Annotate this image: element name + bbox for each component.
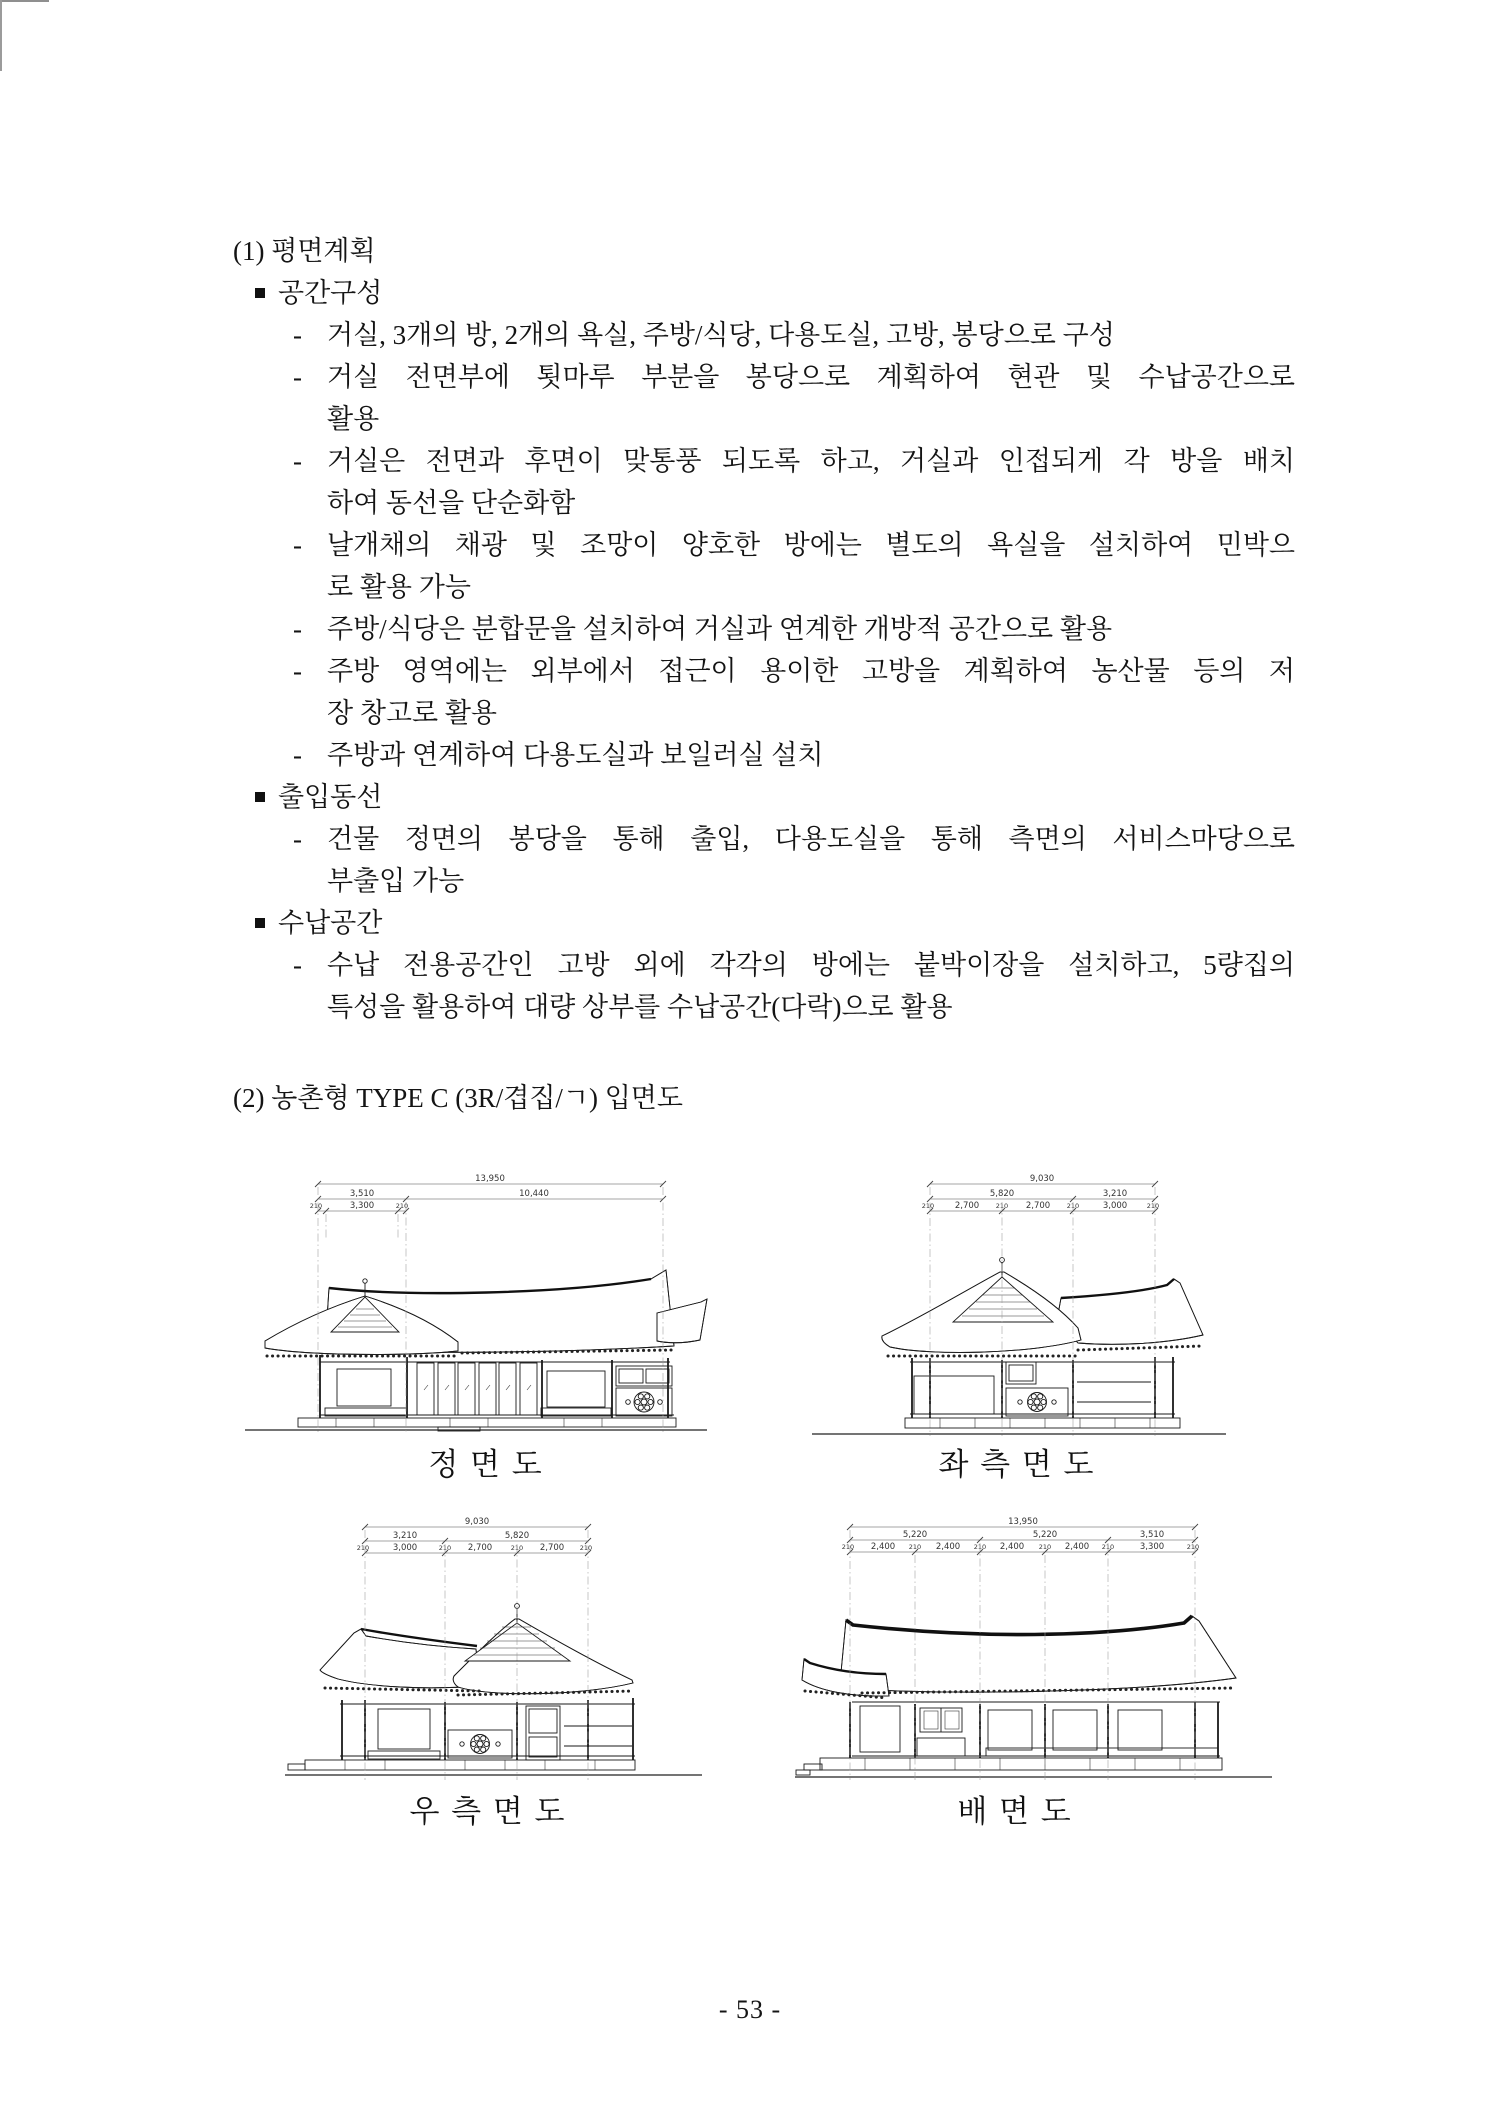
dim-label: 2,700 [539, 1543, 565, 1553]
group-title-text: 출입동선 [278, 782, 383, 812]
building [795, 1616, 1272, 1777]
list-item [233, 356, 1295, 398]
list-item [233, 734, 1295, 776]
list-item-continuation: 로 활용 가능 [327, 572, 471, 602]
drawing-caption: 배 면 도 [957, 1794, 1073, 1829]
list-item-text: 주방 영역에는 외부에서 접근이 용이한 고방을 계획하여 농산물 등의 저 [327, 656, 1295, 686]
right-side-elevation-drawing [230, 1490, 715, 1786]
list-item-text: 주방/식당은 분합문을 설치하여 거실과 연계한 개방적 공간으로 활용 [327, 614, 1113, 644]
dim-label: 210 [973, 1543, 987, 1551]
dim-label: 210 [841, 1543, 855, 1551]
dim-label: 210 [1101, 1543, 1115, 1551]
flower-ornament [626, 1392, 663, 1412]
dim-label: 13,950 [475, 1174, 505, 1184]
list-item [233, 440, 1295, 482]
drawing-caption: 정 면 도 [428, 1447, 544, 1482]
dimension-lines [922, 1174, 1159, 1214]
dash-marker: - [293, 530, 302, 560]
dim-label: 5,220 [1032, 1530, 1058, 1540]
page-number: - 53 - [718, 1995, 782, 2024]
flower-ornament [460, 1735, 500, 1754]
dim-label: 13,950 [1008, 1517, 1038, 1527]
dim-label: 2,400 [935, 1542, 961, 1552]
dim-label: 210 [395, 1202, 409, 1210]
dash-marker: - [293, 656, 302, 686]
list-item [233, 314, 1295, 356]
dim-label: 210 [309, 1202, 323, 1210]
list-item-text: 거실 전면부에 툇마루 부분을 봉당으로 계획하여 현관 및 수납공간으로 [327, 362, 1295, 392]
dim-label: 210 [921, 1202, 935, 1210]
dim-label: 210 [1038, 1543, 1052, 1551]
dim-label: 9,030 [464, 1517, 490, 1527]
dim-label: 9,030 [1029, 1174, 1055, 1184]
square-bullet-icon [255, 288, 265, 298]
dim-label: 3,000 [392, 1543, 418, 1553]
building [245, 1270, 707, 1431]
square-bullet-icon [255, 918, 265, 928]
list-item-text: 거실은 전면과 후면이 맞통풍 되도록 하고, 거실과 인접되게 각 방을 배치 [327, 446, 1295, 476]
dim-label: 5,220 [902, 1530, 928, 1540]
list-item [233, 524, 1295, 566]
list-item-continuation: 활용 [327, 404, 380, 434]
building [812, 1258, 1226, 1434]
group-title-text: 공간구성 [278, 278, 383, 308]
dim-label: 210 [1146, 1202, 1160, 1210]
dim-label: 3,000 [1102, 1201, 1128, 1211]
section-2-heading: (2) 농촌형 TYPE C (3R/겹집/ㄱ) 입면도 [233, 1083, 683, 1113]
dash-marker: - [293, 950, 302, 980]
dim-label: 210 [1186, 1543, 1200, 1551]
dim-label: 3,210 [392, 1531, 418, 1541]
group-title-space [233, 272, 1295, 314]
dim-label: 210 [438, 1544, 452, 1552]
left-side-elevation-drawing [810, 1150, 1295, 1442]
list-item [233, 944, 1295, 986]
figure-front-elevation [230, 1150, 715, 1485]
list-item-text: 건물 정면의 봉당을 통해 출입, 다용도실을 통해 측면의 서비스마당으로 [327, 824, 1295, 854]
group-title-circulation [233, 776, 1295, 818]
flower-ornament [1018, 1393, 1056, 1412]
building [285, 1604, 702, 1775]
group-title-storage [233, 902, 1295, 944]
dash-marker: - [293, 446, 302, 476]
list-item-text: 수납 전용공간인 고방 외에 각각의 방에는 붙박이장을 설치하고, 5량집의 [327, 950, 1295, 980]
front-elevation-drawing [230, 1150, 715, 1442]
dim-label: 210 [579, 1544, 593, 1552]
list-item-continuation: 부출입 가능 [327, 866, 465, 896]
group-title-text: 수납공간 [278, 908, 383, 938]
list-item [233, 650, 1295, 692]
list-item-continuation: 하여 동선을 단순화함 [327, 488, 576, 518]
section-1-heading: (1) 평면계획 [233, 236, 376, 266]
dash-marker: - [293, 824, 302, 854]
dim-label: 5,820 [504, 1531, 530, 1541]
dim-label: 210 [356, 1544, 370, 1552]
scan-artifact-left [0, 0, 2, 71]
list-item-continuation: 특성을 활용하여 대량 상부를 수납공간(다락)으로 활용 [327, 992, 953, 1022]
dash-marker: - [293, 362, 302, 392]
square-bullet-icon [255, 792, 265, 802]
dim-label: 3,510 [1139, 1530, 1165, 1540]
figure-rear-elevation [790, 1490, 1310, 1835]
dimension-lines [310, 1174, 666, 1214]
list-item-text: 거실, 3개의 방, 2개의 욕실, 주방/식당, 다용도실, 고방, 봉당으로 구성 [327, 320, 1115, 350]
dim-label: 210 [995, 1202, 1009, 1210]
dim-label: 2,400 [1064, 1542, 1090, 1552]
drawing-caption: 우 측 면 도 [409, 1794, 567, 1829]
dim-label: 2,400 [999, 1542, 1025, 1552]
dim-label: 10,440 [519, 1189, 549, 1199]
list-item [233, 608, 1295, 650]
door-panels [417, 1363, 537, 1415]
dash-marker: - [293, 614, 302, 644]
body-text [233, 230, 1295, 1028]
dim-label: 3,210 [1102, 1189, 1128, 1199]
dim-label: 3,510 [349, 1189, 375, 1199]
drawing-caption: 좌 측 면 도 [938, 1447, 1096, 1482]
dim-label: 2,700 [1025, 1201, 1051, 1211]
dim-label: 210 [1066, 1202, 1080, 1210]
dim-label: 3,300 [349, 1201, 375, 1211]
scan-artifact-top [0, 0, 49, 2]
list-item-text: 주방과 연계하여 다용도실과 보일러실 설치 [327, 740, 824, 770]
dimension-lines [357, 1517, 592, 1556]
list-item-continuation: 장 창고로 활용 [327, 698, 497, 728]
dim-label: 2,700 [954, 1201, 980, 1211]
dim-label: 2,700 [467, 1543, 493, 1553]
dim-label: 2,400 [870, 1542, 896, 1552]
dimension-lines [842, 1517, 1199, 1555]
dash-marker: - [293, 320, 302, 350]
list-item-text: 날개채의 채광 및 조망이 양호한 방에는 별도의 욕실을 설치하여 민박으 [327, 530, 1295, 560]
dim-label: 210 [908, 1543, 922, 1551]
dim-label: 5,820 [989, 1189, 1015, 1199]
dim-label: 210 [510, 1544, 524, 1552]
dim-label: 3,300 [1139, 1542, 1165, 1552]
figure-right-side-elevation [230, 1490, 715, 1835]
figure-left-side-elevation [810, 1150, 1295, 1485]
dash-marker: - [293, 740, 302, 770]
rear-elevation-drawing [790, 1490, 1310, 1786]
list-item [233, 818, 1295, 860]
